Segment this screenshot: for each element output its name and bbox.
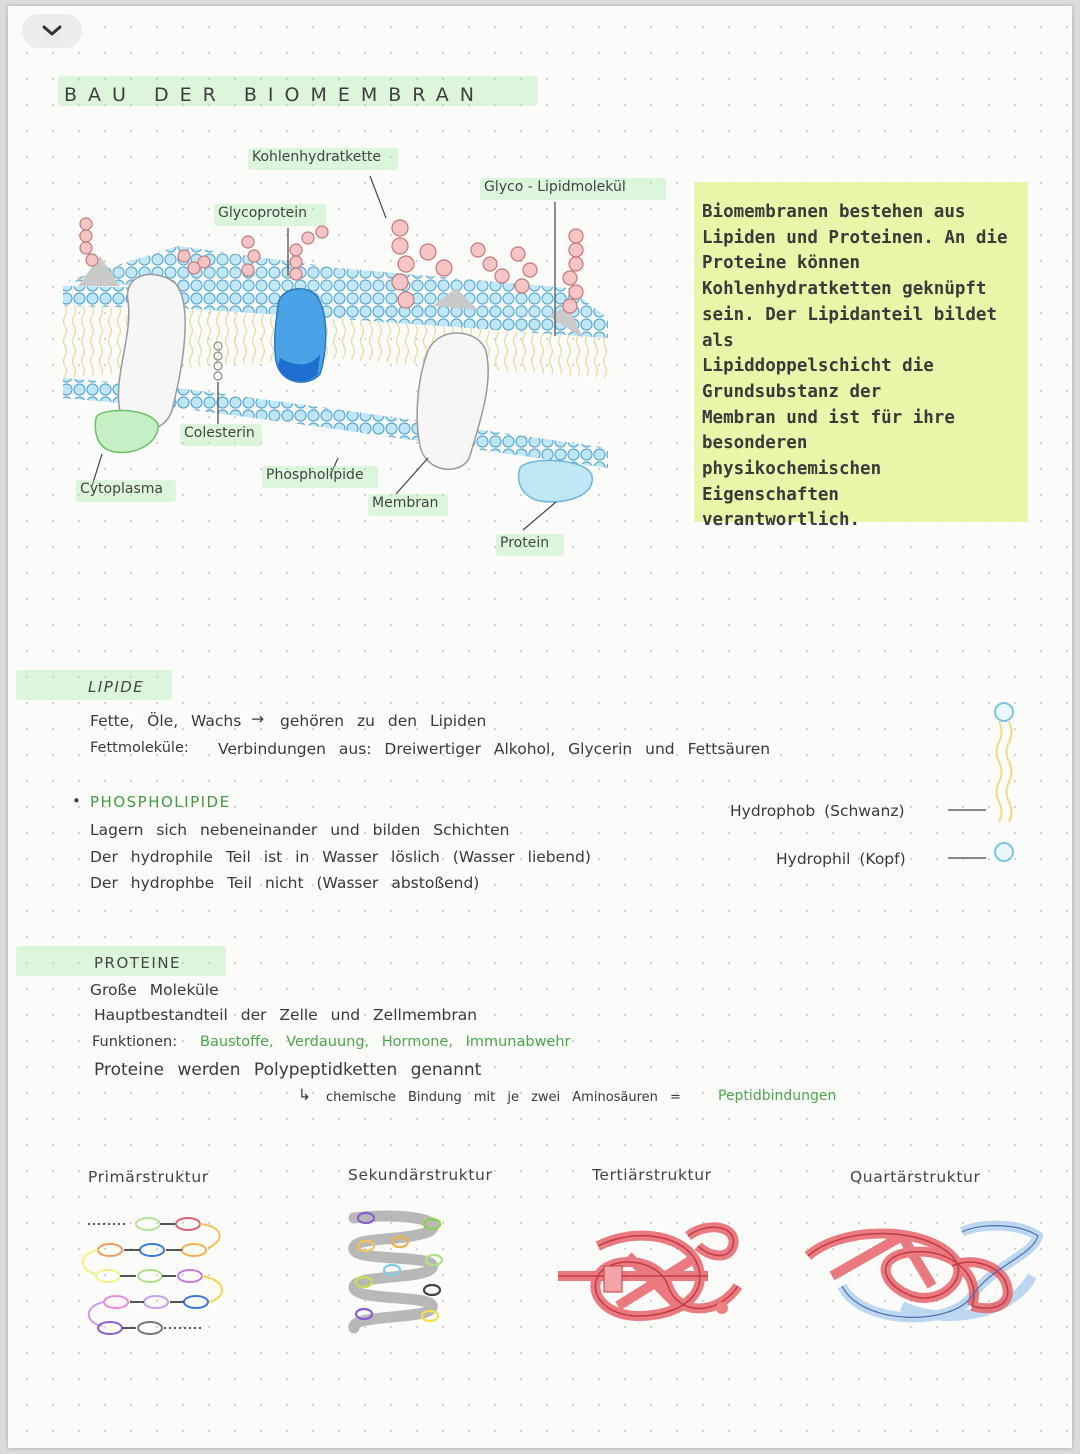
arrow-icon: ↳ [298,1086,311,1104]
lipide-line1-a: Fette, Öle, Wachs [90,712,242,730]
bullet-dot: • [72,792,83,810]
proteine-line4: Proteine werden Polypeptidketten genannt [94,1060,482,1080]
proteine-line5-b: Peptidbindungen [718,1088,837,1104]
heading-proteine: PROTEINE [94,954,182,972]
lipide-line1-b: gehören zu den Lipiden [280,712,487,730]
arrow-icon: → [251,710,264,728]
label-hydrophil: Hydrophil (Kopf) [776,850,906,868]
phospholipide-line2: Der hydrophile Teil ist in Wasser löslich (Wasser liebend) [90,848,591,866]
lipide-line2-b: Verbindungen aus: Dreiwertiger Alkohol, Glycerin und Fettsäuren [218,740,771,758]
label-hydrophob: Hydrophob (Schwanz) [730,802,905,820]
page-title: BAU DER BIOMEMBRAN [64,84,485,106]
proteine-line5-a: chemische Bindung mit je zwei Aminosäuren = [326,1090,681,1105]
proteine-line2: Hauptbestandteil der Zelle und Zellmembran [94,1006,478,1024]
heading-phospholipide: PHOSPHOLIPIDE [90,793,231,811]
phospholipide-line3: Der hydrophbe Teil nicht (Wasser abstoßend) [90,874,480,892]
notebook-page [8,6,1072,1448]
quaternary-structure-icon [802,1216,1052,1336]
label-quartaerstruktur: Quartärstruktur [850,1168,981,1186]
primary-structure-icon [78,1210,238,1350]
secondary-structure-icon [340,1206,450,1346]
proteine-line3-b: Baustoffe, Verdauung, Hormone, Immunabwehr [200,1034,571,1050]
lipide-line2-a: Fettmoleküle: [90,740,189,756]
proteine-line3-a: Funktionen: [92,1034,178,1050]
label-sekundaerstruktur: Sekundärstruktur [348,1166,493,1184]
label-phospholipide: Phospholipide [266,467,364,483]
label-colesterin: Colesterin [184,425,255,441]
summary-note-text: Biomembranen bestehen aus Lipiden und Proteinen. An die Proteine können Kohlenhydratketten geknüpft sein. Der Lipidanteil bildet als Lipiddoppelschicht die Grundsubstanz der Membran und ist für ihre besonderen physikochemischen Eigenschaften verantwortlich. [702,202,1008,531]
heading-lipide: LIPIDE [88,678,145,696]
phospholipide-line1: Lagern sich nebeneinander und bilden Schichten [90,821,510,839]
proteine-line1: Große Moleküle [90,981,219,999]
label-cytoplasma: Cytoplasma [80,481,163,497]
label-tertiaerstruktur: Tertiärstruktur [592,1166,712,1184]
label-glycoprotein: Glycoprotein [218,205,308,221]
label-primaerstruktur: Primärstruktur [88,1168,209,1186]
tertiary-structure-icon [548,1216,768,1336]
pointer-lines [946,806,1006,866]
label-kohlenhydratkette: Kohlenhydratkette [252,149,381,165]
label-protein: Protein [500,535,550,551]
label-membran: Membran [372,495,439,511]
label-glyco-lipid: Glyco - Lipidmolekül [484,179,626,195]
